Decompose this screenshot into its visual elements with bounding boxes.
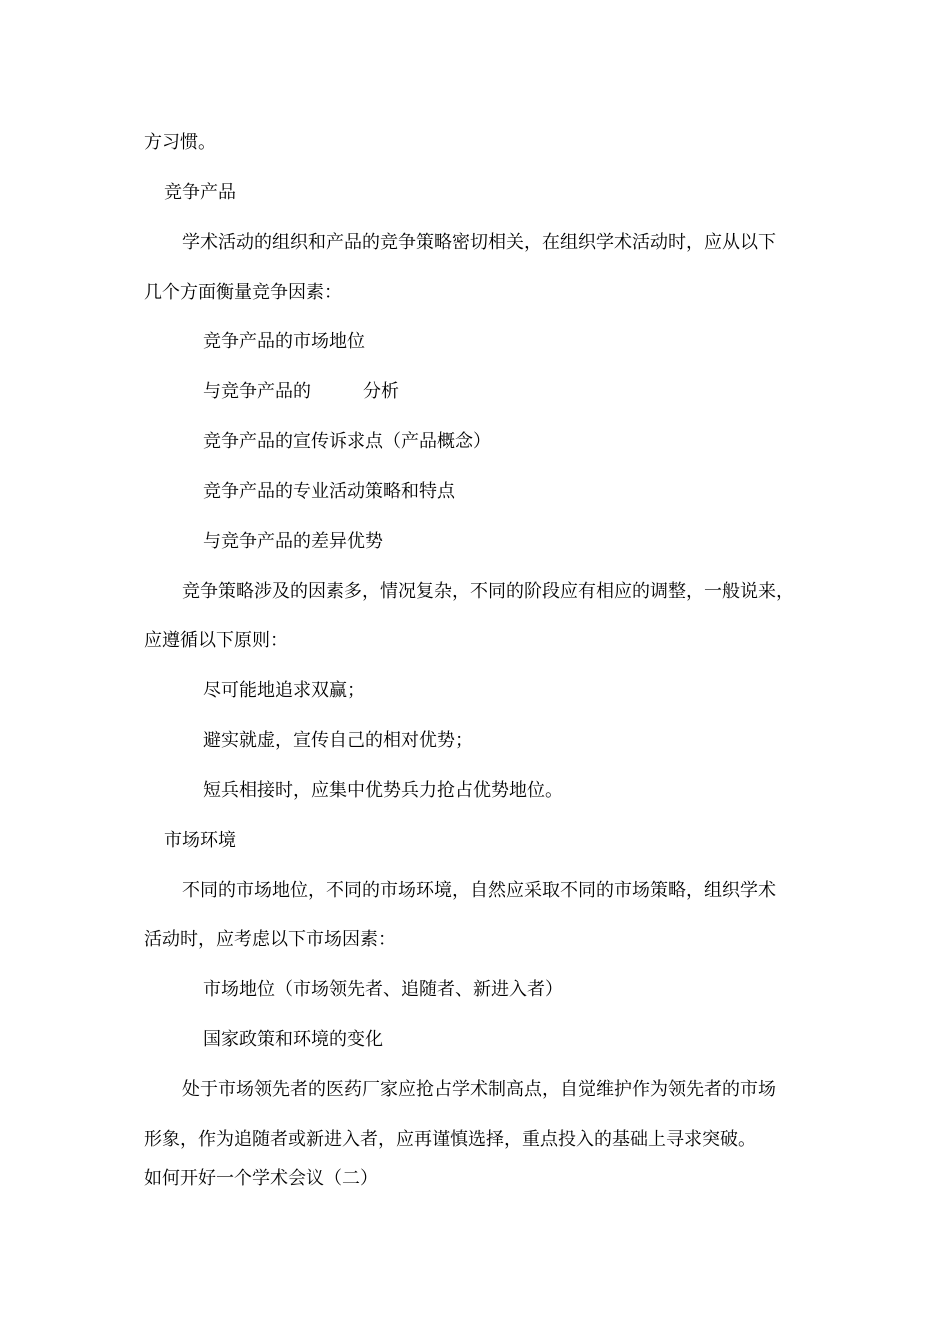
paragraph-line: 活动时，应考虑以下市场因素： <box>144 929 396 950</box>
paragraph-line: 不同的市场地位，不同的市场环境，自然应采取不同的市场策略，组织学术 <box>182 880 776 901</box>
list-item: 尽可能地追求双赢； <box>203 680 365 701</box>
paragraph-line: 方习惯。 <box>144 132 216 153</box>
list-item: 竞争产品的专业活动策略和特点 <box>203 481 455 502</box>
list-item: 国家政策和环境的变化 <box>203 1029 383 1050</box>
list-item-text: 与竞争产品的 <box>203 381 311 402</box>
section-heading-market-environment: 市场环境 <box>164 830 236 851</box>
list-item: 短兵相接时，应集中优势兵力抢占优势地位。 <box>203 780 563 801</box>
paragraph-line: 形象，作为追随者或新进入者，应再谨慎选择，重点投入的基础上寻求突破。 <box>144 1129 756 1150</box>
paragraph-line: 竞争策略涉及的因素多，情况复杂，不同的阶段应有相应的调整，一般说来， <box>182 581 794 602</box>
section-heading-competing-products: 竞争产品 <box>164 182 236 203</box>
paragraph-line: 处于市场领先者的医药厂家应抢占学术制高点，自觉维护作为领先者的市场 <box>182 1079 776 1100</box>
list-item: 与竞争产品的差异优势 <box>203 531 383 552</box>
list-item: 竞争产品的市场地位 <box>203 331 365 352</box>
list-item: 市场地位（市场领先者、追随者、新进入者） <box>203 979 563 1000</box>
list-item: 避实就虚，宣传自己的相对优势； <box>203 730 473 751</box>
list-item <box>203 380 399 404</box>
paragraph-line: 应遵循以下原则： <box>144 630 288 651</box>
paragraph-line: 几个方面衡量竞争因素： <box>144 282 342 303</box>
list-item-text: 分析 <box>363 381 399 402</box>
list-item: 竞争产品的宣传诉求点（产品概念） <box>203 431 491 452</box>
paragraph-line: 学术活动的组织和产品的竞争策略密切相关，在组织学术活动时，应从以下 <box>182 232 776 253</box>
section-title: 如何开好一个学术会议（二） <box>144 1168 378 1189</box>
